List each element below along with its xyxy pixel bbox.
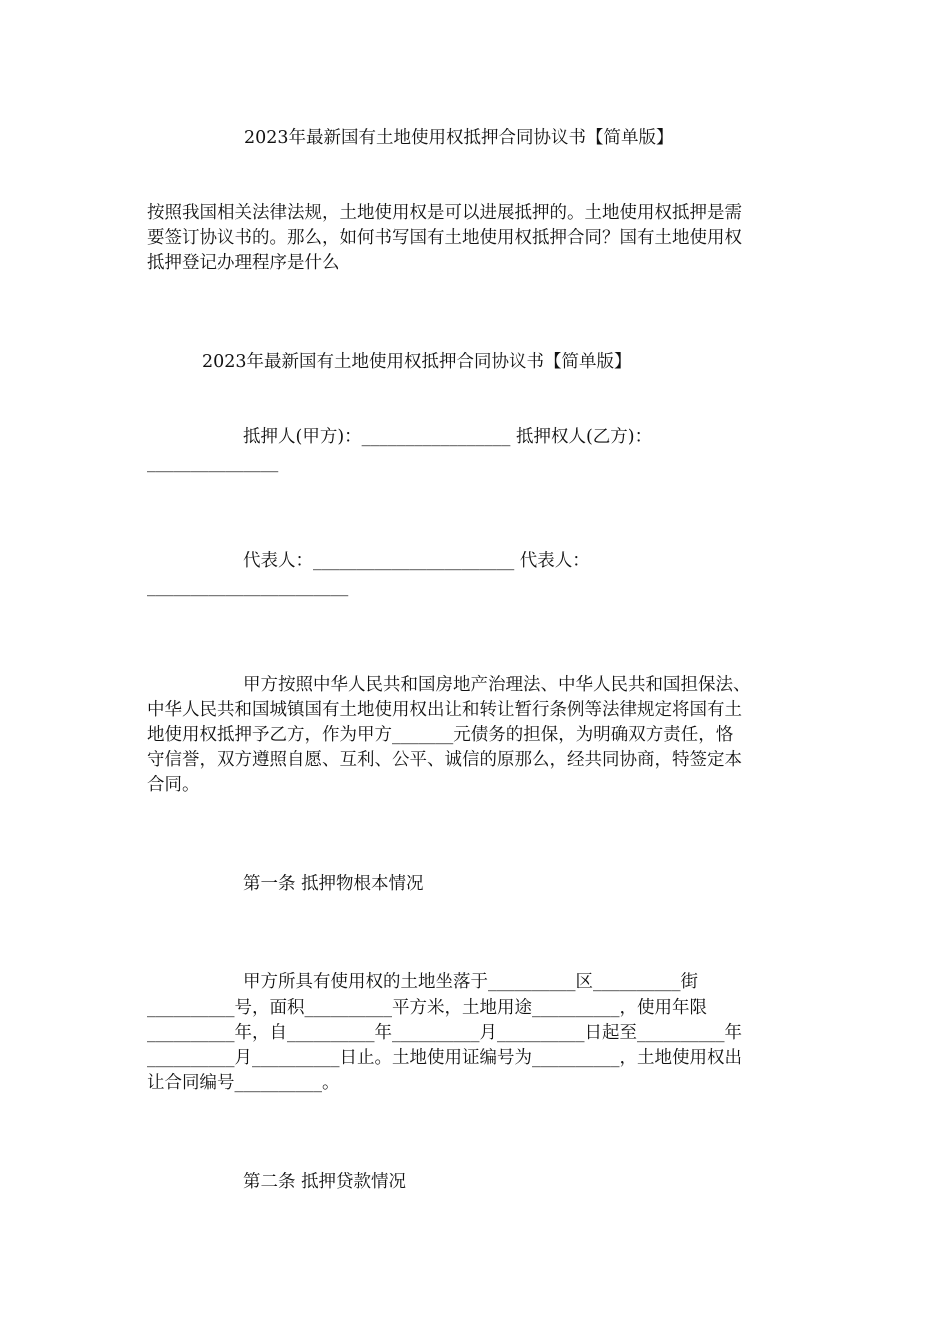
- article-1-line-1: 甲方所具有使用权的土地坐落于__________区__________街: [243, 972, 698, 992]
- preamble-line-4: 守信誉，双方遵照自愿、互利、公平、诚信的原那么，经共同协商，特签定本: [147, 750, 742, 770]
- article-1-heading: 第一条 抵押物根本情况: [243, 874, 424, 894]
- intro-line-3: 抵押登记办理程序是什么: [147, 253, 340, 273]
- contract-subtitle: 2023年最新国有土地使用权抵押合同协议书【简单版】: [202, 352, 632, 372]
- representative-line-2: _______________________: [147, 577, 349, 597]
- preamble-line-5: 合同。: [147, 775, 200, 795]
- article-1-line-2: __________号，面积__________平方米，土地用途__________，使用年限: [147, 998, 707, 1018]
- article-1-line-3: __________年，自__________年__________月__________日起至__________年: [147, 1023, 742, 1043]
- article-1-line-5: 让合同编号__________。: [147, 1073, 340, 1093]
- document-title: 2023年最新国有土地使用权抵押合同协议书【简单版】: [244, 128, 674, 148]
- preamble-line-2: 中华人民共和国城镇国有土地使用权出让和转让暂行条例等法律规定将国有土: [147, 700, 742, 720]
- intro-line-2: 要签订协议书的。那么，如何书写国有土地使用权抵押合同？国有土地使用权: [147, 228, 742, 248]
- article-2-heading: 第二条 抵押贷款情况: [243, 1172, 407, 1192]
- intro-line-1: 按照我国相关法律法规，土地使用权是可以进展抵押的。土地使用权抵押是需: [147, 203, 742, 223]
- preamble-line-3: 地使用权抵押予乙方，作为甲方_______元债务的担保，为明确双方责任，恪: [147, 725, 734, 745]
- preamble-line-1: 甲方按照中华人民共和国房地产治理法、中华人民共和国担保法、: [243, 675, 751, 695]
- parties-line-1: 抵押人(甲方)：_________________ 抵押权人(乙方)：: [243, 427, 653, 447]
- article-1-line-4: __________月__________日止。土地使用证编号为__________，土地使用权出: [147, 1048, 742, 1068]
- representative-line-1: 代表人：_______________________ 代表人：: [243, 551, 590, 571]
- parties-line-2: _______________: [147, 453, 279, 473]
